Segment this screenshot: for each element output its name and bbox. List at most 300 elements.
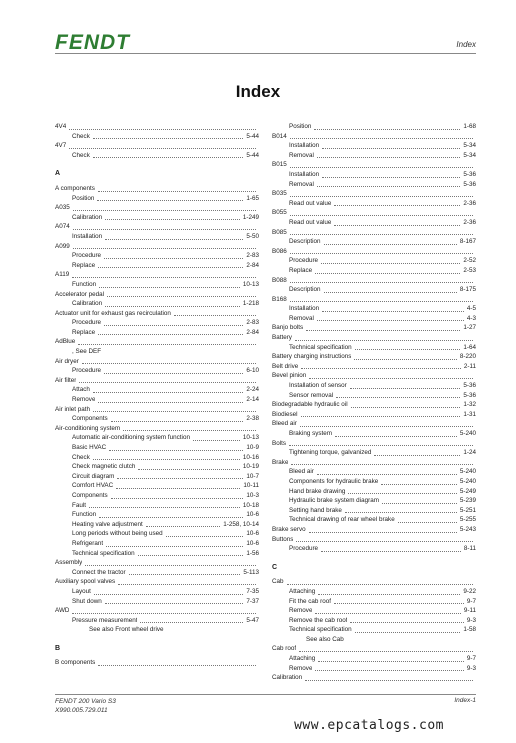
index-entry-label: See also Front wheel drive [89,626,164,634]
index-entry-label: Sensor removal [289,391,334,399]
dot-leader [305,680,473,681]
index-entry [272,439,476,449]
index-entry-label: Pressure measurement [72,616,138,624]
index-page-ref: 5-36 [463,170,476,178]
dot-leader [99,287,240,288]
index-entry-label: Air dryer [55,357,79,365]
index-page-ref: 5-36 [463,180,476,188]
index-entry [272,323,476,333]
index-entry [55,309,259,319]
index-entry-label: Check [72,132,90,140]
index-page-ref: 1-258, 10-14 [223,520,259,528]
dot-leader [322,311,464,312]
index-page-ref: 5-44 [246,132,259,140]
index-subentry [272,343,476,353]
dot-leader [301,368,461,369]
index-entry-label: 4V7 [55,142,67,150]
index-page-ref: 5-44 [246,151,259,159]
index-entry [272,371,476,381]
index-entry [55,424,259,434]
dot-leader [109,450,243,451]
index-subentry [272,664,476,674]
dot-leader [324,292,457,293]
index-entry-label: AdBlue [55,338,76,346]
index-entry-label: Remove [289,607,313,615]
index-entry-label: Fault [72,501,86,509]
index-page-ref: 2-53 [463,266,476,274]
index-entry-label: Battery charging instructions [272,353,352,361]
index-subentry [55,510,259,520]
fendt-logo [55,30,151,52]
dot-leader [73,210,256,211]
index-page-ref: 2-84 [246,328,259,336]
dot-leader [398,522,457,523]
index-entry [272,419,476,429]
index-subentry [272,122,476,132]
dot-leader [348,493,457,494]
index-entry-label: Calibration [72,213,103,221]
dot-leader [324,244,457,245]
index-entry-label: Banjo bolts [272,324,304,332]
dot-leader [98,402,243,403]
index-page-ref: 5-251 [459,506,476,514]
footer-rule [55,694,476,695]
index-entry-label: B015 [272,161,287,169]
index-entry-label: Components for hydraulic brake [289,477,379,485]
index-entry-label: A components [55,184,95,192]
index-page-ref: 5-47 [246,616,259,624]
index-entry [55,242,259,252]
dot-leader [290,138,473,139]
dot-leader [355,349,461,350]
index-subentry [272,266,476,276]
index-subentry [55,597,259,607]
index-entry-label: 4V4 [55,123,67,130]
index-page-ref: 10-16 [242,453,259,461]
index-page-ref: 8-220 [459,353,476,361]
index-entry-label: Remove [289,664,313,672]
index-entry [272,295,476,305]
index-entry-label: Position [72,194,95,202]
dot-leader [350,388,461,389]
index-subentry [55,587,259,597]
index-page-ref: 10-6 [246,511,259,519]
index-subentry [272,180,476,190]
index-entry-label: Setting hand brake [289,506,342,514]
index-page-ref: 4-5 [466,305,476,313]
dot-leader [73,248,256,249]
index-entry-label: Shut down [72,597,102,605]
index-subentry [55,132,259,142]
dot-leader [336,397,460,398]
index-subentry [55,481,259,491]
dot-leader [107,296,256,297]
index-entry [55,405,259,415]
dot-leader [104,325,243,326]
index-page-ref: 1-27 [463,324,476,332]
dot-leader [315,613,460,614]
index-entry-label: Fit the cab roof [289,597,331,605]
index-subentry [55,443,259,453]
index-entry-label: B088 [272,276,287,284]
dot-leader [117,478,243,479]
dot-leader [118,584,256,585]
index-page-ref: 5-249 [459,487,476,495]
index-entry-label: Function [72,511,97,519]
index-entry-label: Calibration [272,674,303,682]
index-subentry [55,151,259,161]
dot-leader [290,301,473,302]
index-page-ref: 1-249 [242,213,259,221]
index-subentry [272,487,476,497]
dot-leader [318,594,460,595]
index-entry-label: Check magnetic clutch [72,463,136,471]
index-entry-label: Description [289,286,321,294]
index-page-ref: 2-36 [463,218,476,226]
index-page-ref: 1-68 [463,123,476,130]
index-subentry [55,366,259,376]
dot-leader [291,464,473,465]
index-section-letter: B [55,644,61,652]
index-subentry [272,587,476,597]
index-subentry [272,544,476,554]
index-entry-label: Heating valve adjustment [72,520,143,528]
index-page-ref: 2-36 [463,199,476,207]
index-entry [55,222,259,232]
index-page-ref: 1-31 [463,410,476,418]
index-page-ref: 2-52 [463,257,476,265]
index-entry-label: Installation of sensor [289,382,347,390]
index-entry-label: Replace [289,266,313,274]
dot-leader [138,469,240,470]
dot-leader [300,426,473,427]
index-entry-label: Procedure [289,545,319,553]
index-entry-label: Auxiliary spool valves [55,578,116,586]
index-page-ref: 9-22 [463,587,476,595]
index-subentry [272,170,476,180]
dot-leader [354,359,456,360]
index-entry [55,141,259,151]
index-page-ref: 5-34 [463,142,476,150]
dot-leader [374,455,460,456]
index-page-ref: 1-58 [463,626,476,634]
index-note [55,625,259,635]
index-entry-label: Belt drive [272,362,299,370]
index-entry-label: B085 [272,228,287,236]
index-subentry [272,429,476,439]
index-page-ref: 8-11 [463,545,476,553]
dot-leader [123,430,256,431]
index-subentry [55,462,259,472]
index-entry-label: Biodiesel [272,410,298,418]
dot-leader [295,340,473,341]
index-page-ref: 4-3 [466,314,476,322]
dot-leader [94,594,243,595]
dot-leader [98,334,243,335]
index-subentry [55,328,259,338]
index-page-ref: 10-7 [246,472,259,480]
index-entry-label: Braking system [289,430,333,437]
index-entry-label: Procedure [72,319,102,327]
index-entry-label: Installation [289,142,320,150]
index-entry-label: Assembly [55,559,83,567]
index-entry-label: B014 [272,132,287,140]
index-subentry [272,304,476,314]
index-note [55,347,259,357]
footer-doc-number: X990.005.729.011 [55,707,108,714]
dot-leader [93,157,244,158]
index-subentry [55,251,259,261]
index-subentry [272,625,476,635]
dot-leader [111,498,244,499]
index-entry-label: Attaching [289,655,316,663]
index-page-ref: 1-56 [246,549,259,557]
index-entry-label: Components [72,415,108,423]
index-entry-label: Installation [289,170,320,178]
dot-leader [318,661,464,662]
index-page-ref: 5-243 [459,525,476,533]
index-entry [55,203,259,213]
index-entry-label: Air filter [55,376,77,384]
index-entry [272,208,476,218]
index-entry-label: Technical specification [289,626,352,634]
index-subentry [55,318,259,328]
index-entry-label: Bleed air [272,420,297,428]
index-entry-label: Bleed air [289,468,314,476]
dot-leader [93,392,244,393]
index-entry [55,270,259,280]
index-page-ref: 9-7 [466,655,476,663]
index-entry-label: B035 [272,190,287,198]
dot-leader [317,157,461,158]
index-entry-label: Cab roof [272,645,297,653]
index-subentry [272,606,476,616]
index-entry-label: B168 [272,295,287,303]
index-entry-label: Bolts [272,439,286,447]
index-entry-label: Procedure [289,257,319,265]
index-entry [55,290,259,300]
index-subentry [55,568,259,578]
index-page-ref: 8-175 [459,286,476,294]
index-entry-label: B components [55,659,96,667]
dot-leader [290,253,473,254]
index-entry-label: B086 [272,247,287,255]
index-entry-label: Technical specification [289,343,352,351]
index-entry [272,535,476,545]
index-entry-label: Tightening torque, galvanized [289,449,372,457]
index-subentry [55,280,259,290]
dot-leader [166,536,244,537]
dot-leader [290,215,473,216]
index-entry-label: Function [72,280,97,288]
index-entry [272,362,476,372]
index-page-ref: 10-19 [242,463,259,471]
index-page-ref: 1-24 [463,449,476,457]
dot-leader [93,411,256,412]
index-page-ref: 1-65 [246,194,259,202]
index-entry [272,189,476,199]
index-entry-label: Actuator unit for exhaust gas recirculation [55,309,171,317]
dot-leader [174,315,256,316]
index-page-ref: 10-6 [246,539,259,547]
index-page-ref: 2-84 [246,261,259,269]
index-entry-label: Refrigerant [72,539,104,547]
dot-leader [351,407,461,408]
index-page-ref: 10-13 [242,434,259,442]
dot-leader [355,632,461,633]
dot-leader [138,555,244,556]
dot-leader [290,282,473,283]
dot-leader [93,459,240,460]
index-entry-label: Biodegradable hydraulic oil [272,401,348,409]
header-section-label: Index [456,40,476,49]
index-entry-label: Removal [289,180,314,188]
index-entry-label: Description [289,238,321,246]
dot-leader [72,613,256,614]
index-entry [272,132,476,142]
index-page-ref: 9-3 [466,664,476,672]
index-page-ref: 10-9 [246,444,259,451]
index-entry-label: Long periods without being used [72,530,163,538]
dot-leader [382,503,457,504]
dot-leader [317,186,461,187]
index-subentry [272,141,476,151]
index-entry [55,357,259,367]
index-entry-label: Components [72,491,108,499]
index-entry-label: Attach [72,386,90,394]
index-page-ref: 5-50 [246,232,259,240]
watermark[interactable]: www.epcatalogs.com [294,718,444,733]
index-page-ref: 10-3 [246,491,259,499]
dot-leader [129,574,241,575]
index-subentry [272,391,476,401]
footer-model: FENDT 200 Vario S3 [55,698,116,705]
index-entry-label: Removal [289,151,314,159]
dot-leader [317,474,457,475]
dot-leader [98,267,243,268]
index-subentry [55,299,259,309]
dot-leader [105,306,240,307]
index-subentry [272,506,476,516]
dot-leader [290,234,473,235]
index-entry-label: Connect the tractor [72,568,126,576]
dot-leader [290,196,473,197]
header-rule [55,53,476,54]
index-entry-label: A099 [55,242,70,250]
dot-leader [287,584,473,585]
index-subentry [272,199,476,209]
index-entry [55,658,259,668]
index-entry [272,228,476,238]
index-subentry [55,472,259,482]
index-page-ref: 5-34 [463,151,476,159]
dot-leader [82,363,256,364]
index-subentry [55,520,259,530]
dot-leader [381,484,457,485]
index-entry [55,606,259,616]
index-subentry [272,515,476,525]
dot-leader [321,551,461,552]
index-entry-label: Basic HVAC [72,444,107,451]
dot-leader [314,129,460,130]
dot-leader [334,225,460,226]
index-page-ref: 9-3 [466,616,476,624]
dot-leader [98,665,256,666]
dot-leader [309,378,473,379]
index-entry-label: A119 [55,271,70,279]
dot-leader [315,670,463,671]
index-subentry [55,232,259,242]
index-entry-label: Procedure [72,252,102,260]
fendt-logo-text: FENDT [55,31,130,52]
index-entry [55,184,259,194]
dot-leader [105,219,240,220]
index-page-ref: 2-14 [246,396,259,404]
index-page-ref: 9-7 [466,597,476,605]
dot-leader [73,229,256,230]
index-entry-label: Installation [289,305,320,313]
dot-leader [78,344,256,345]
dot-leader [72,277,256,278]
index-entry [272,160,476,170]
index-subentry [272,256,476,266]
index-entry-label: Check [72,453,90,461]
footer-page-number: Index-1 [454,697,476,704]
dot-leader [322,177,460,178]
dot-leader [193,440,240,441]
index-entry-label: Technical drawing of rear wheel brake [289,516,395,524]
dot-leader [105,239,243,240]
dot-leader [89,507,240,508]
index-entry-label: Remove [72,396,96,404]
dot-leader [106,546,243,547]
dot-leader [116,488,240,489]
index-subentry [272,477,476,487]
index-entry-label: Technical specification [72,549,135,557]
index-subentry [272,314,476,324]
index-subentry [272,381,476,391]
dot-leader [104,373,243,374]
index-page-ref: 2-11 [463,362,476,370]
index-entry-label: Air-conditioning system [55,424,121,432]
index-note [272,635,476,645]
dot-leader [69,129,256,130]
dot-leader [350,622,463,623]
dot-leader [104,258,243,259]
dot-leader [98,191,256,192]
dot-leader [93,138,244,139]
dot-leader [334,205,460,206]
footer-left [55,697,116,715]
index-page-ref: 10-6 [246,530,259,538]
index-entry-label: AWD [55,607,70,615]
index-entry [272,644,476,654]
index-page-ref: 2-83 [246,319,259,327]
index-page-ref: 6-10 [246,367,259,375]
index-page-ref: 2-24 [246,386,259,394]
index-entry-label: Replace [72,328,96,336]
index-entry-label: Automatic air-conditioning system function [72,434,190,442]
index-page-ref: 5-36 [463,382,476,390]
index-subentry [272,597,476,607]
dot-leader [140,622,243,623]
index-page-ref: 10-18 [242,501,259,509]
index-entry [55,577,259,587]
index-subentry [55,616,259,626]
index-entry-label: Accelerator pedal [55,290,105,298]
index-entry-label: Calibration [72,300,103,308]
dot-leader [146,526,221,527]
